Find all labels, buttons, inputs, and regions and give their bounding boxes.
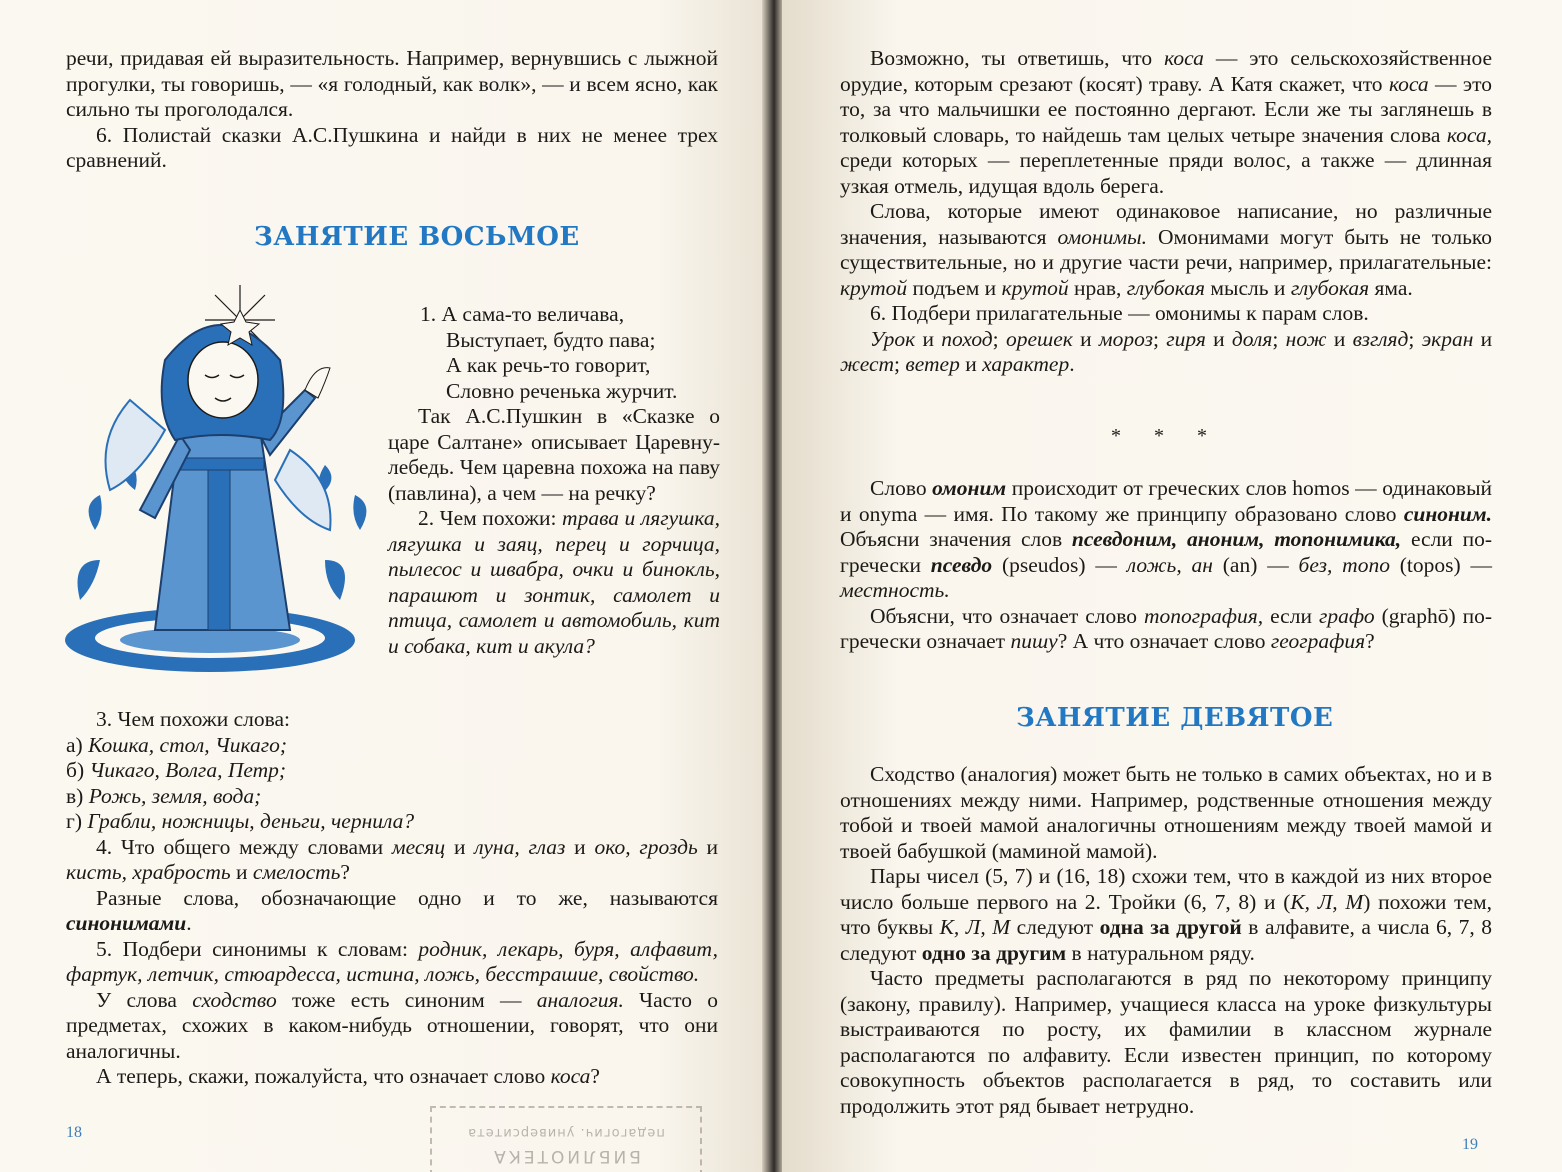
pushkin-block [388, 404, 720, 659]
left-bottom [66, 707, 718, 1090]
paragraph: Часто предметы располагаются в ряд по некоторому принципу (закону, правилу). Например, учащиеся класса на уроке физкультуры выстраиваются по росту, их фамилии в классном журнале располагаются по алфавиту. Если известен принцип, по которому совокупность объектов располагается в ряд, то составить или продолжить этот ряд бывает нетрудно. [840, 966, 1492, 1118]
q3-text: Грабли, ножницы, деньги, чернила? [87, 809, 415, 833]
stamp-line: БИБЛИОТЕКА [491, 1146, 641, 1166]
library-stamp [430, 1106, 702, 1172]
left-page [0, 0, 770, 1172]
paragraph: Пары чисел (5, 7) и (16, 18) схожи тем, что в каждой из них второе число больше первого на 2. Тройки (6, 7, 8) и (К, Л, М) похожи тем, что буквы К, Л, М следуют одна за другой в алфавите, а числа 6, 7, 8 следуют одно за другим в натуральном ряду. [840, 864, 1493, 965]
page-number: 19 [1462, 1136, 1478, 1153]
q3-mark: а) [66, 732, 83, 757]
q3-item [66, 733, 718, 759]
q3-text: Чикаго, Волга, Петр; [89, 758, 287, 782]
paragraph: Возможно, ты ответишь, что коса — это сельскохозяйственное орудие, которым срезают (косят) траву. А Катя скажет, что коса — это то, за что мальчишки ее постоянно дергают. Если же ты заглянешь в толковый словарь, то найдешь там целых четыре значения слова коса, среди которых — переплетенные пряди волос, а также — длинная узкая отмель, идущая вдоль берега. [840, 46, 1493, 198]
poem-block [420, 302, 720, 404]
paragraph: Так А.С.Пушкин в «Сказке о царе Салтане» описывает Царевну-лебедь. Чем царевна похожа на паву (павлина), а чем — на речку? [388, 404, 720, 505]
book-spine [762, 0, 784, 1172]
q3-title: 3. Чем похожи слова: [96, 707, 291, 731]
left-intro [66, 46, 718, 174]
q3-item [66, 784, 718, 810]
kosa-question: А теперь, скажи, пожалуйста, что означает слово коса? [96, 1064, 600, 1088]
q3-mark: г) [66, 809, 82, 833]
paragraph: Объясни, что означает слово топография, если графо (graphō) по-гречески означает пишу? А что означает слово география? [840, 603, 1493, 653]
right-page [782, 0, 1562, 1172]
q2-lead: 2. Чем похожи: [418, 506, 557, 530]
poem [420, 302, 720, 404]
question-5: 5. Подбери синонимы к словам: родник, лекарь, буря, алфавит, фартук, летчик, стюардесса, истина, ложь, бесстрашие, свойство. [66, 936, 718, 986]
paragraph: Сходство (аналогия) может быть не только в самих объектах, но и в отношениях между ними. Например, родственные отношения между тобой и твоей мамой аналогичны отношениям между твоей мамой и твоей бабушкой (маминой мамой). [840, 762, 1492, 863]
section-divider: * * * [1111, 425, 1221, 447]
q3-item [66, 758, 718, 784]
poem-line: А как речь-то говорит, [446, 353, 651, 377]
right-middle [840, 476, 1492, 655]
question-4: 4. Что общего между словами месяц и луна, глаз и око, гроздь и кисть, храбрость и смелость? [66, 834, 719, 884]
lesson-heading: ЗАНЯТИЕ ДЕВЯТОЕ [1016, 703, 1334, 733]
q3-item [66, 809, 718, 835]
paragraph: Слова, которые имеют одинаковое написание, но различные значения, называются омонимы. Омонимами могут быть не только существительные, но и другие части речи, например, прилагательные: крутой подъем и крутой нрав, глубокая мысль и глубокая яма. [840, 199, 1492, 300]
q2-items: трава и лягушка, лягушка и заяц, перец и горчица, пылесос и швабра, очки и бинокль, парашют и зонтик, самолет и птица, самолет и автомобиль, кит и собака, кит и акула? [388, 506, 720, 658]
q6-pairs: Урок и поход; орешек и мороз; гиря и доля; нож и взгляд; экран и жест; ветер и характер. [840, 326, 1493, 376]
question-2 [388, 506, 720, 659]
right-bottom [840, 762, 1492, 1119]
question-6: 6. Подбери прилагательные — омонимы к парам слов. [870, 301, 1369, 325]
q3-mark: б) [66, 758, 85, 782]
lesson-heading: ЗАНЯТИЕ ВОСЬМОЕ [254, 222, 580, 252]
stamp-line: педагогич. университета [467, 1125, 665, 1140]
poem-line: Словно реченька журчит. [446, 378, 678, 403]
poem-line: Выступает, будто пава; [446, 327, 656, 352]
q3-text: Рожь, земля, вода; [88, 783, 262, 808]
synonym-definition: Разные слова, обозначающие одно и то же, называются синонимами. [66, 885, 718, 935]
paragraph: 6. Полистай сказки А.С.Пушкина и найди в них не менее трех сравнений. [66, 122, 718, 172]
q3-mark: в) [66, 783, 84, 808]
page-number: 18 [66, 1124, 82, 1141]
q3-text: Кошка, стол, Чикаго; [88, 732, 288, 757]
analogy-paragraph: У слова сходство тоже есть синоним — аналогия. Часто о предметах, схожих в каком-нибудь отношении, говорят, что они аналогичны. [66, 987, 719, 1063]
poem-line: 1. А сама-то величава, [420, 302, 625, 326]
paragraph: речи, придавая ей выразительность. Например, вернувшись с лыжной прогулки, ты говоришь, — «я голодный, как волк», — и всем ясно, как сильно ты проголодался. [66, 46, 718, 121]
right-top [840, 46, 1492, 378]
paragraph: Слово омоним происходит от греческих слов homos — одинаковый и onyma — имя. По такому же принципу образовано слово синоним. Объясни значения слов псевдоним, аноним, топонимика, если по-гречески псевдо (pseudos) — ложь, ан (an) — без, топо (topos) — местность. [840, 476, 1493, 602]
swan-princess-illustration [60, 280, 380, 680]
